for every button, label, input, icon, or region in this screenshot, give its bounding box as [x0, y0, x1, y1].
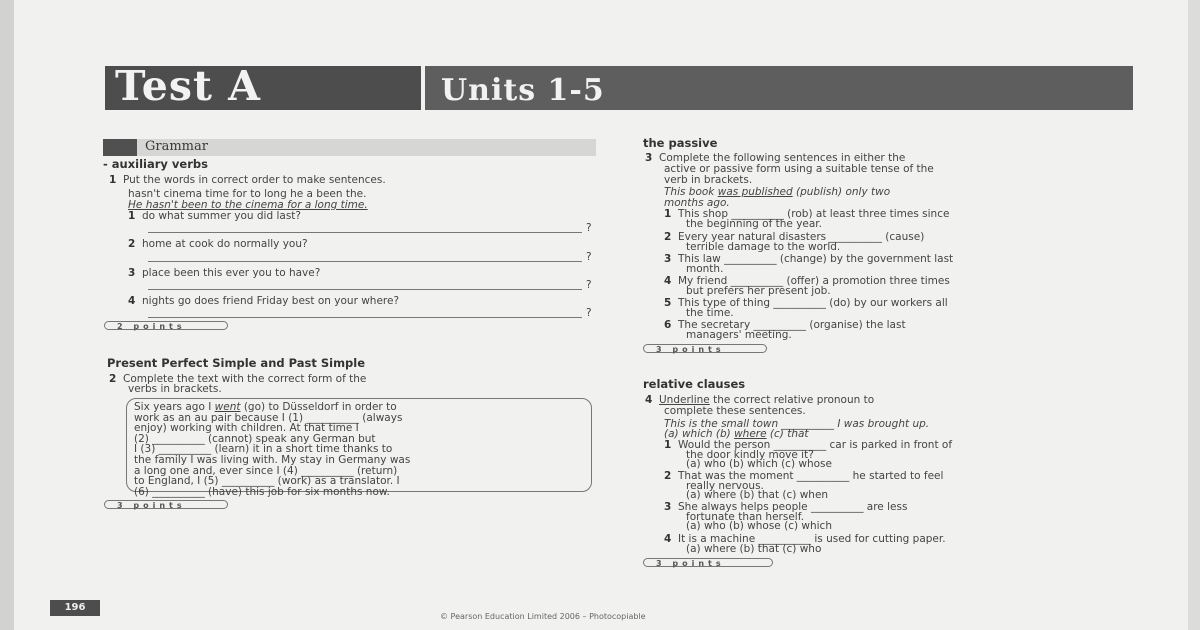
- ex3-instruction-2: active or passive form using a suitable tense of the: [664, 163, 934, 175]
- ex1-example-answer: He hasn't been to the cinema for a long time.: [128, 199, 368, 211]
- ex2-subheading: Present Perfect Simple and Past Simple: [107, 356, 366, 370]
- ex3-item-6: 6 The secretary __________ (organise) the last managers' meeting.: [664, 319, 906, 341]
- ex4-instruction-2: complete these sentences.: [664, 405, 806, 417]
- answer-line[interactable]: [148, 317, 582, 318]
- qmark: ?: [586, 279, 592, 291]
- ex2-line: Six years ago I went (go) to Düsseldorf in order to: [134, 401, 397, 413]
- ex4-example: This is the small town __________ I was brought up.: [664, 418, 930, 430]
- answer-line[interactable]: [148, 289, 582, 290]
- ex1-item-1: 1 do what summer you did last?: [128, 210, 301, 222]
- ex2-line: I (3) __________ (learn) it in a short time thanks to: [134, 443, 393, 456]
- ex4-instruction: 4 Underline the correct relative pronoun to: [645, 394, 875, 406]
- ex3-instruction: 3 Complete the following sentences in either the: [645, 152, 906, 164]
- ex4-item-2: 2 That was the moment __________ he started to feel really nervous. (a) where (b) that (c) when: [664, 470, 944, 501]
- qmark: ?: [586, 307, 592, 319]
- ex2-text: [134, 402, 410, 497]
- ex2-points-badge: 3 points: [104, 500, 228, 509]
- test-title: Test A: [115, 62, 261, 110]
- ex3-points-badge: 3 points: [643, 344, 767, 353]
- ex3-subheading: the passive: [643, 136, 718, 150]
- ex3-item-4: 4 My friend __________ (offer) a promotion three times but prefers her present job.: [664, 275, 950, 297]
- ex4-example-options: (a) which (b) where (c) that: [664, 428, 809, 440]
- ex1-item-4: 4 nights go does friend Friday best on your where?: [128, 295, 400, 307]
- ex2-line: enjoy) working with children. At that time I: [134, 422, 359, 435]
- page-number: 196: [50, 600, 100, 616]
- ex4-points-badge: 3 points: [643, 558, 773, 567]
- ex2-line: the family I was living with. My stay in Germany was: [134, 453, 411, 466]
- ex3-item-2: 2 Every year natural disasters __________ (cause) terrible damage to the world.: [664, 231, 925, 253]
- units-title: Units 1-5: [441, 73, 605, 108]
- section-label: Grammar: [145, 139, 208, 154]
- ex1-example: hasn't cinema time for to long he a been the.: [128, 188, 367, 200]
- scan-left-edge: [0, 0, 14, 630]
- ex4-item-1: 1 Would the person __________ car is parked in front of the door kindly move it? (a) who (b) which (c) whose: [664, 439, 953, 470]
- ex1-points-badge: 2 points: [104, 321, 228, 330]
- ex4-subheading: relative clauses: [643, 377, 746, 391]
- ex1-item-3: 3 place been this ever you to have?: [128, 267, 321, 279]
- ex1-subheading: - auxiliary verbs: [103, 157, 208, 171]
- ex2-instruction-2: verbs in brackets.: [128, 383, 222, 395]
- ex2-line: a long one and, ever since I (4) __________ (return): [134, 464, 398, 477]
- ex1-item-2: 2 home at cook do normally you?: [128, 238, 308, 250]
- ex1-instruction: 1 Put the words in correct order to make sentences.: [109, 174, 386, 186]
- ex3-instruction-3: verb in brackets.: [664, 174, 753, 186]
- qmark: ?: [586, 251, 592, 263]
- ex2-line: work as an au pair because I (1) __________ (always: [134, 411, 403, 424]
- ex2-line: (2) __________ (cannot) speak any German but: [134, 432, 376, 445]
- section-marker: [103, 139, 137, 156]
- qmark: ?: [586, 222, 592, 234]
- answer-line[interactable]: [148, 232, 582, 233]
- ex4-item-4: 4 It is a machine __________ is used for cutting paper. (a) where (b) that (c) who: [664, 533, 946, 555]
- test-header: [105, 62, 1133, 110]
- grammar-section-bar: [103, 139, 596, 156]
- scan-right-edge: [1188, 0, 1200, 630]
- ex3-item-3: 3 This law __________ (change) by the government last month.: [664, 253, 954, 275]
- ex3-example-2: months ago.: [664, 197, 730, 209]
- ex3-item-1: 1 This shop __________ (rob) at least three times since the beginning of the year.: [664, 208, 950, 230]
- ex3-example: This book was published (publish) only two: [664, 186, 891, 198]
- ex2-line: to England, I (5) __________ (work) as a translator. I: [134, 475, 400, 488]
- answer-line[interactable]: [148, 261, 582, 262]
- ex3-item-5: 5 This type of thing __________ (do) by our workers all the time.: [664, 297, 948, 319]
- ex4-item-3: 3 She always helps people __________ are less fortunate than herself. (a) who (b) whose (c) which: [664, 501, 908, 532]
- ex2-line: (6) __________ (have) this job for six months now.: [134, 485, 390, 498]
- ex2-instruction: 2 Complete the text with the correct form of the: [109, 373, 367, 385]
- copyright-footer: © Pearson Education Limited 2006 – Photocopiable: [440, 612, 646, 621]
